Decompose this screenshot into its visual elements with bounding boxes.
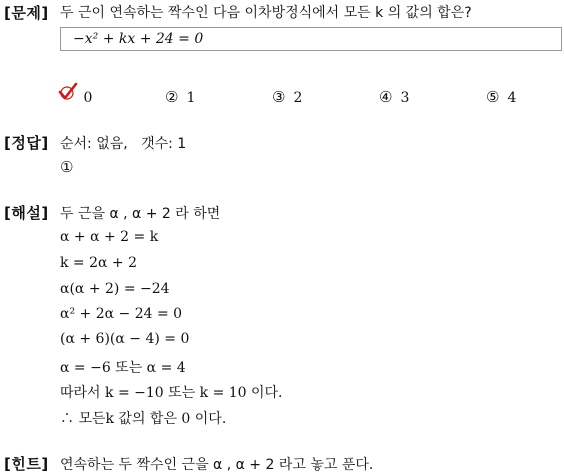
solution-line-7: α = −6 또는 α = 4	[60, 360, 186, 376]
solution-line-3: k = 2α + 2	[60, 255, 138, 271]
answer-count: 갯수: 1	[141, 136, 187, 152]
choice-3-value: 2	[293, 90, 303, 106]
hint-tag: [힌트]	[4, 455, 49, 473]
choice-5-number: ⑤	[486, 88, 500, 106]
solution-line-5: α² + 2α − 24 = 0	[60, 306, 183, 322]
equation-box	[60, 27, 562, 51]
solution-tag: [해설]	[4, 204, 49, 222]
answer-mark: ①	[60, 158, 74, 176]
question-text: 두 근이 연속하는 짝수인 다음 이차방정식에서 모든 k 의 값의 합은?	[60, 5, 472, 21]
choice-2-value: 1	[186, 90, 196, 106]
choice-3[interactable]	[272, 88, 302, 106]
problem-tag: [문제]	[4, 4, 49, 22]
hint-text: 연속하는 두 짝수인 근을 α , α + 2 라고 놓고 푼다.	[60, 457, 374, 473]
choice-4[interactable]	[379, 88, 409, 106]
choice-4-number: ④	[379, 88, 393, 106]
answer-order: 순서: 없음,	[60, 136, 128, 152]
solution-line-1: 두 근을 α , α + 2 라 하면	[60, 206, 221, 222]
solution-line-4: α(α + 2) = −24	[60, 281, 170, 297]
answer-info	[60, 133, 186, 153]
solution-line-9: ∴ 모든k 값의 합은 0 이다.	[60, 411, 227, 427]
choice-5-value: 4	[507, 90, 517, 106]
answer-tag: [정답]	[4, 134, 49, 152]
choice-5[interactable]	[486, 88, 516, 106]
choice-3-number: ③	[272, 88, 286, 106]
choice-2[interactable]	[165, 88, 195, 106]
choice-1[interactable]	[62, 88, 92, 106]
solution-line-6: (α + 6)(α − 4) = 0	[60, 331, 190, 347]
equation: −x² + kx + 24 = 0	[73, 31, 204, 47]
choice-2-number: ②	[165, 88, 179, 106]
solution-line-2: α + α + 2 = k	[60, 229, 159, 245]
solution-line-8: 따라서 k = −10 또는 k = 10 이다.	[60, 385, 283, 401]
choice-1-value: 0	[83, 90, 93, 106]
choice-4-value: 3	[400, 90, 410, 106]
